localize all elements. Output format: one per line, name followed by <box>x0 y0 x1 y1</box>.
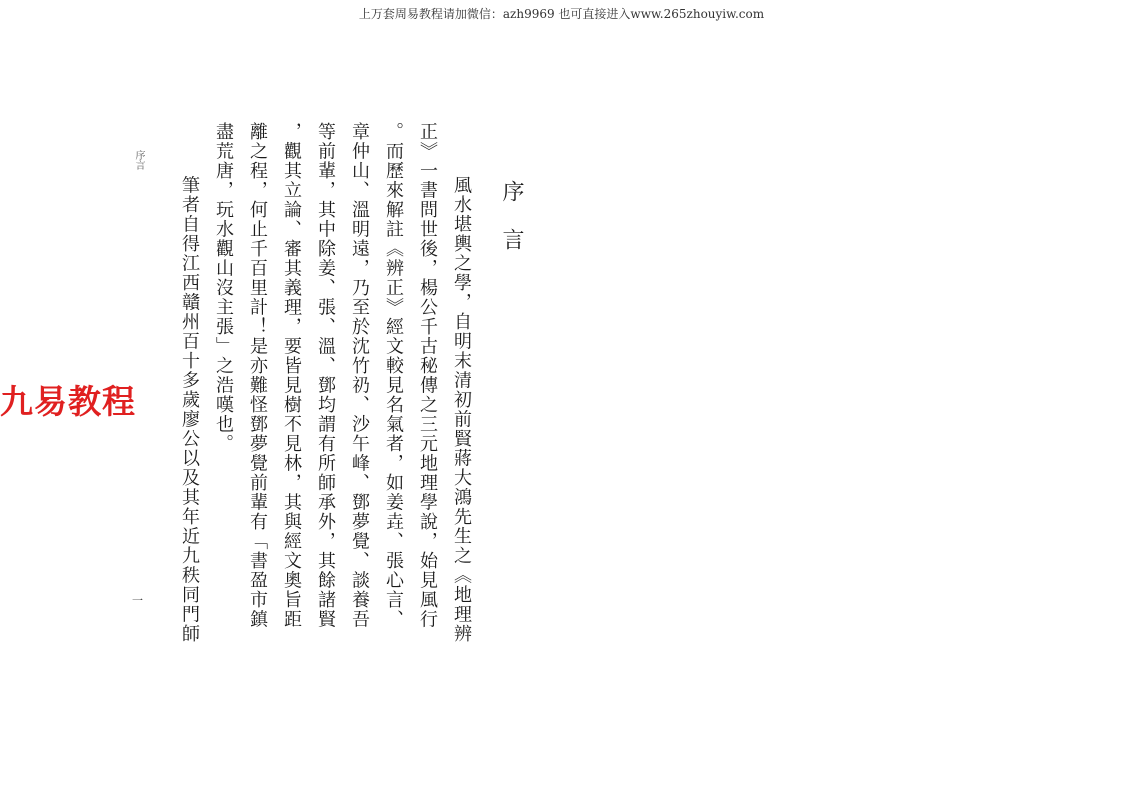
watermark-logo: 九易教程 <box>0 382 136 421</box>
text-column: 正》一書問世後，楊公千古秘傳之三元地理學說，始見風行 <box>417 122 438 629</box>
running-head: 序言 <box>133 150 144 170</box>
text-column: 盡荒唐，玩水觀山沒主張」之浩嘆也。 <box>213 122 234 454</box>
top-banner: 上万套周易教程请加微信：azh9969 也可直接进入www.265zhouyiw.com <box>358 7 765 21</box>
text-column: ，觀其立論、審其義理，要皆見樹不見林，其與經文奧旨距 <box>281 122 302 629</box>
text-column: 章仲山、溫明遠，乃至於沈竹礽、沙午峰、鄧夢覺、談養吾 <box>349 122 370 629</box>
text-column: 風水堪輿之學，自明末清初前賢蔣大鴻先生之《地理辨 <box>451 156 472 644</box>
text-column: 。而歷來解註《辨正》經文較見名氣者，如姜垚、張心言、 <box>383 122 404 629</box>
page-number: 一 <box>132 594 143 607</box>
text-column: 筆者自得江西贛州百十多歲廖公以及其年近九秩同門師 <box>179 156 200 644</box>
text-column: 離之程，何止千百里計！是亦難怪鄧夢覺前輩有「書盈市鎮 <box>247 122 268 629</box>
page-title: 序言 <box>499 180 524 276</box>
text-column: 等前輩，其中除姜、張、溫、鄧均謂有所師承外，其餘諸賢 <box>315 122 336 629</box>
